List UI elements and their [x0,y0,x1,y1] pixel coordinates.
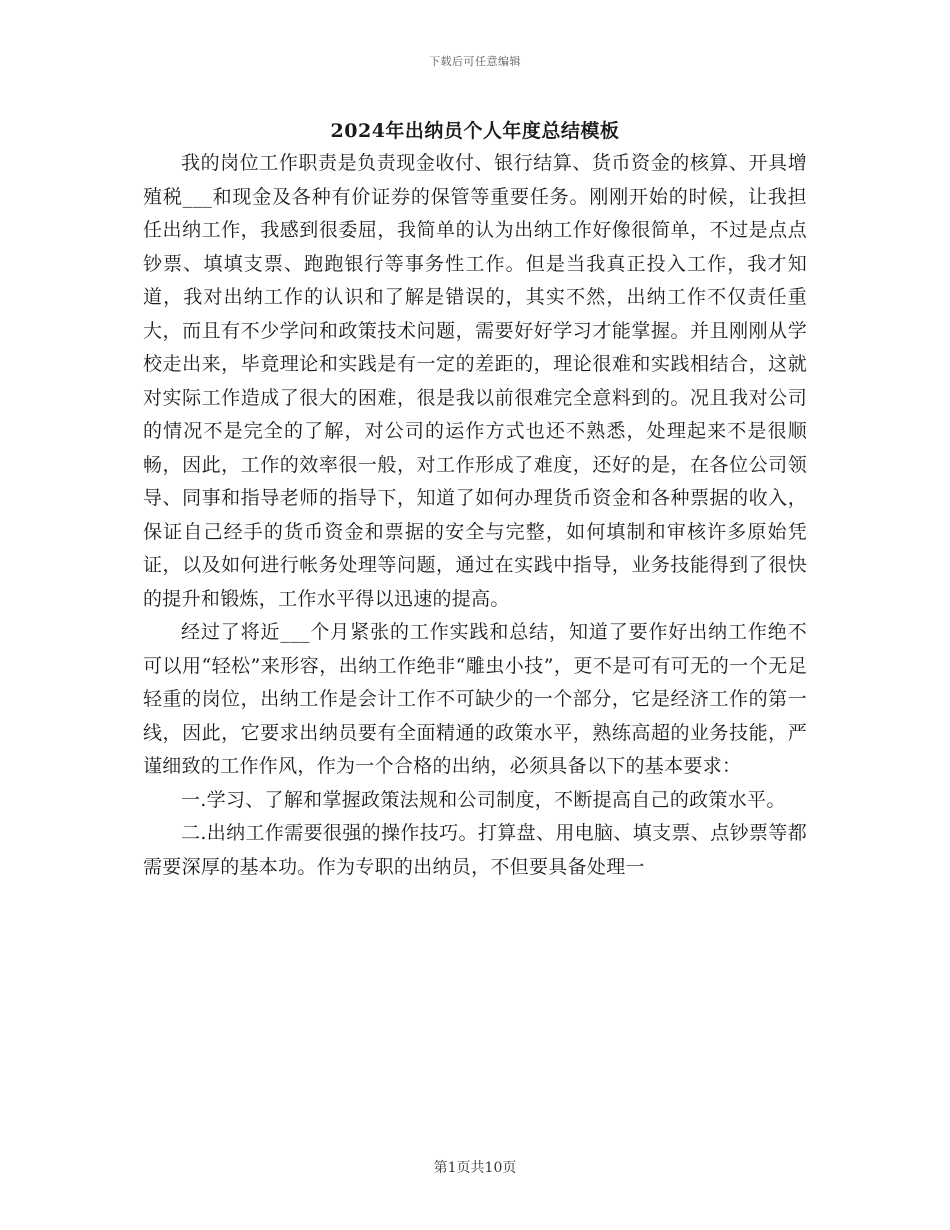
paragraph-2: 经过了将近___个月紧张的工作实践和总结，知道了要作好出纳工作绝不可以用“轻松”来形容，出纳工作绝非“雕虫小技”，更不是可有可无的一个无足轻重的岗位，出纳工作是会计工作不可缺少的一个部分，它是经济工作的第一线，因此，它要求出纳员要有全面精通的政策水平，熟练高超的业务技能，严谨细致的工作作风，作为一个合格的出纳，必须具备以下的基本要求： [143,621,807,777]
document-title: 2024年出纳员个人年度总结模板 [330,120,620,142]
paragraph-3: 一.学习、了解和掌握政策法规和公司制度，不断提高自己的政策水平。 [181,788,786,811]
paragraph-1: 我的岗位工作职责是负责现金收付、银行结算、货币资金的核算、开具增殖税___和现金及各种有价证券的保管等重要任务。刚刚开始的时候，让我担任出纳工作，我感到很委屈，我简单的认为出纳工作好像很简单，不过是点点钞票、填填支票、跑跑银行等事务性工作。但是当我真正投入工作，我才知道，我对出纳工作的认识和了解是错误的，其实不然，出纳工作不仅责任重大，而且有不少学问和政策技术问题，需要好好学习才能掌握。并且刚刚从学校走出来，毕竟理论和实践是有一定的差距的，理论很难和实践相结合，这就对实际工作造成了很大的困难，很是我以前很难完全意料到的。况且我对公司的情况不是完全的了解，对公司的运作方式也还不熟悉，处理起来不是很顺畅，因此，工作的效率很一般，对工作形成了难度，还好的是，在各位公司领导、同事和指导老师的指导下，知道了如何办理货币资金和各种票据的收入，保证自己经手的货币资金和票据的安全与完整，如何填制和审核许多原始凭证，以及如何进行帐务处理等问题，通过在实践中指导，业务技能得到了很快的提升和锻炼，工作水平得以迅速的提高。 [143,152,807,610]
page-header-note: 下载后可任意编辑 [429,55,521,68]
page-number-footer: 第1页共10页 [433,1160,517,1176]
paragraph-4: 二.出纳工作需要很强的操作技巧。打算盘、用电脑、填支票、点钞票等都需要深厚的基本功。作为专职的出纳员，不但要具备处理一 [143,822,807,878]
document-body [143,147,807,884]
